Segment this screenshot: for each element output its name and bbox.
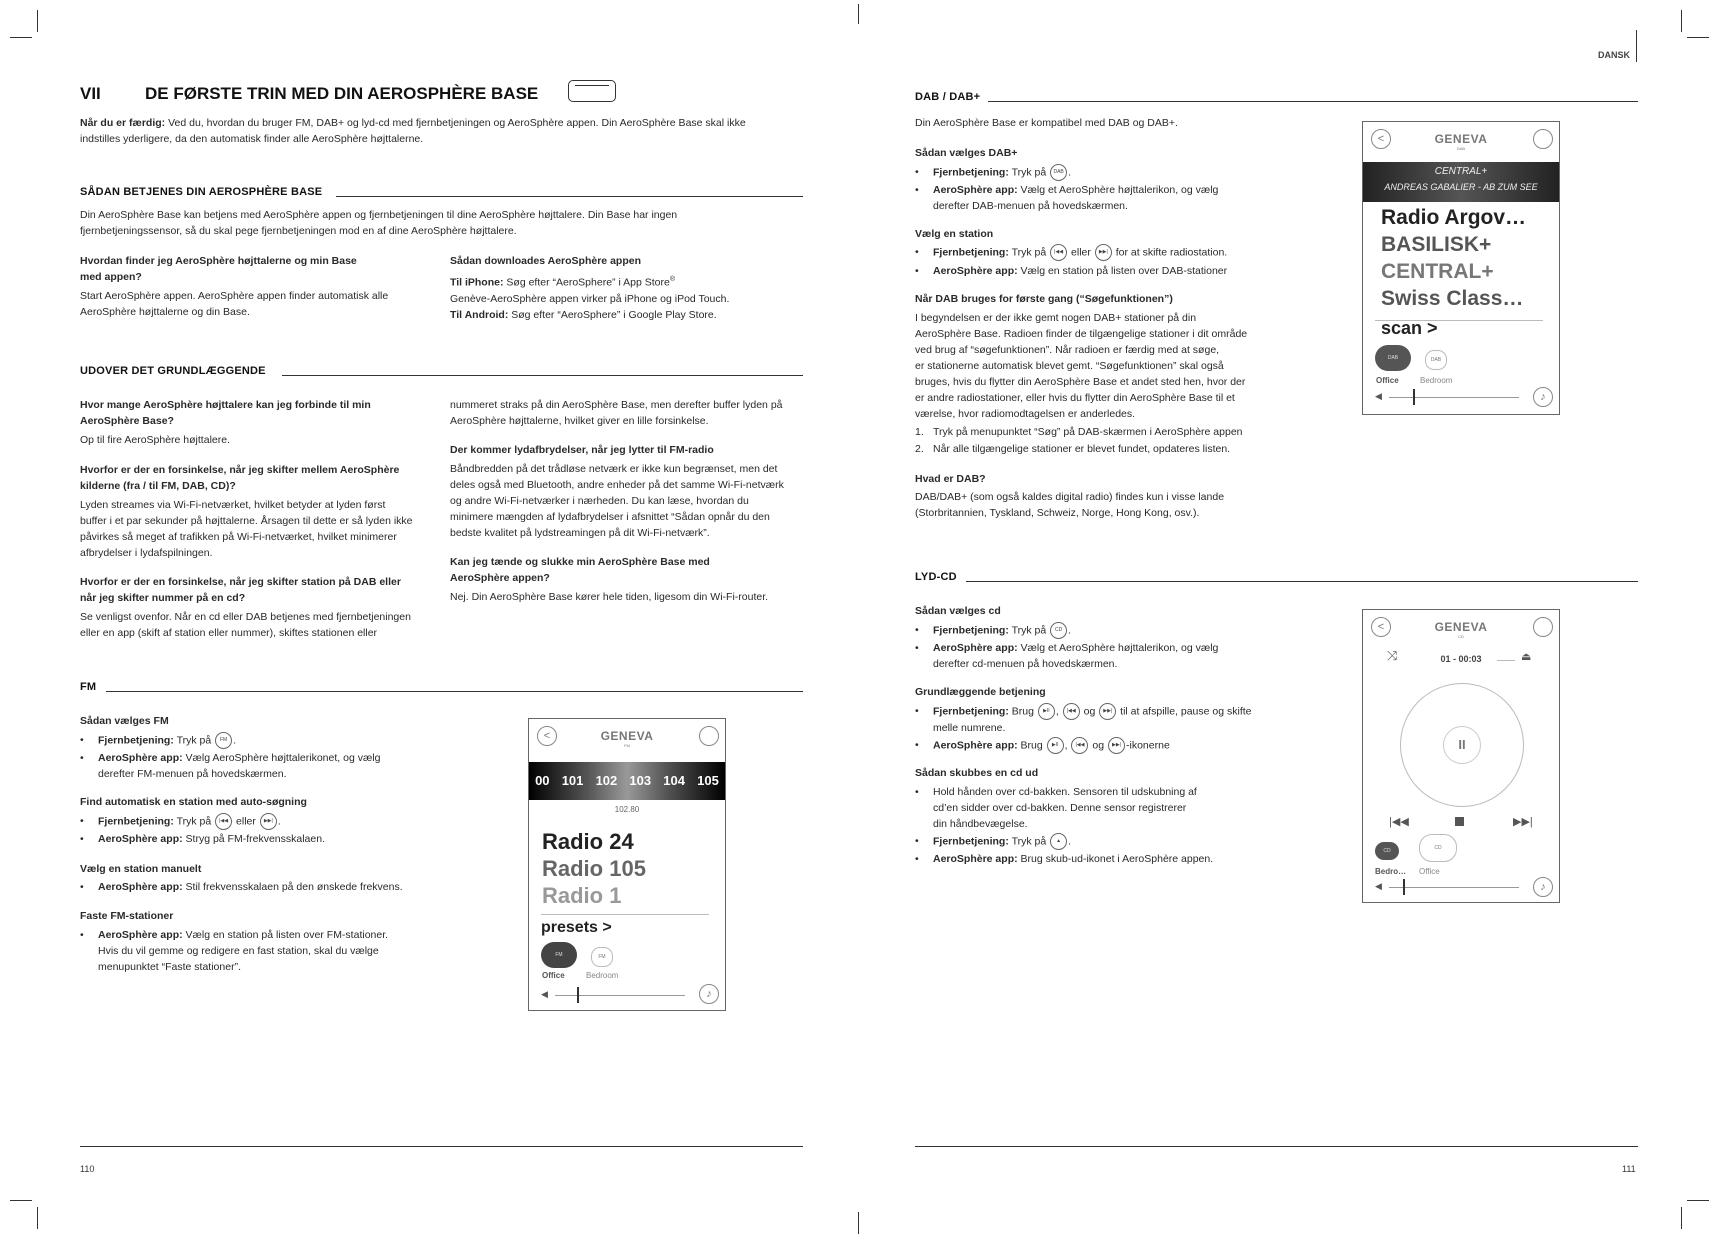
room-label: Office <box>1419 867 1440 876</box>
cd-heading: Grundlæggende betjening <box>915 686 1046 698</box>
section-title-operate: SÅDAN BETJENES DIN AEROSPHÈRE BASE <box>80 186 323 198</box>
volume-icon: ◀ <box>541 989 548 999</box>
station-item: Radio 105 <box>542 856 646 881</box>
music-icon: ♪ <box>1533 877 1553 897</box>
eject-key-icon: ▲ <box>1050 833 1067 850</box>
dab-paragraph: Din AeroSphère Base er kompatibel med DAB og DAB+. <box>915 117 1178 129</box>
crop-mark <box>37 10 38 32</box>
app-brand: GENEVA <box>1434 132 1488 146</box>
prev-key-icon: |◀◀ <box>1071 737 1088 754</box>
section-rule <box>336 196 803 197</box>
dab-step: 1. <box>915 426 924 438</box>
dab-bullet: • Fjernbetjening: Tryk på DAB . <box>933 164 1071 181</box>
next-key-icon: ▶▶| <box>1095 244 1112 261</box>
fm-bullet: • AeroSphère app: Stryg på FM-frekvensskalaen. <box>80 833 325 845</box>
faq-question: Kan jeg tænde og slukke min AeroSphère Base med AeroSphère appen? <box>450 556 710 584</box>
download-heading: Sådan downloades AeroSphère appen <box>450 255 641 267</box>
speaker-chip: DAB <box>1425 350 1447 370</box>
dab-heading: Hvad er DAB? <box>915 473 986 485</box>
crop-mark <box>1687 37 1709 38</box>
faq-answer: Lyden streames via Wi-Fi-netværket, hvilket betyder at lyden først buffer i et par sekunder på højttalerne. Årsagen til dette er så lyden ikke påvirkes så meget af trafikken på Wi-Fi-netværket, hvilket minimerer afbrydelser i lydafspilningen. <box>80 499 413 559</box>
crop-mark <box>1681 1207 1682 1229</box>
dab-step-text: Når alle tilgængelige stationer er blevet fundet, opdateres listen. <box>933 443 1231 455</box>
fm-frequency: 102.80 <box>614 805 640 814</box>
room-label: Office <box>1376 376 1399 385</box>
cd-key-icon: CD <box>1050 622 1067 639</box>
crop-mark <box>1687 1200 1709 1201</box>
section-title-fm: FM <box>80 681 97 693</box>
cd-bullet: • AeroSphère app: Brug ▶II , |◀◀ og ▶▶| -ikonerne <box>933 737 1170 754</box>
intro-paragraph: Når du er færdig: Ved du, hvordan du bruger FM, DAB+ og lyd-cd med fjernbetjeningen og AeroSphère appen. Din AeroSphère Base skal ikke indstilles yderligere, da den automatisk finder alle AeroSphère højttalerne. <box>80 117 746 145</box>
app-brand: GENEVA <box>1434 620 1488 634</box>
fm-bullet: • AeroSphère app: Vælg en station på listen over FM-stationer. Hvis du vil gemme og redigere en fast station, skal du vælge menupunktet “Faste stationer”. <box>80 929 389 973</box>
scale-label: 102 <box>595 773 618 788</box>
chapter-number: VII <box>80 84 101 103</box>
dab-heading: Vælg en station <box>915 228 994 240</box>
track-time: 00:03 <box>1458 654 1482 664</box>
fm-bullet: • AeroSphère app: Vælg AeroSphère højttalerikonet, og vælg derefter FM-menuen på hovedskærmen. <box>80 752 381 780</box>
music-icon: ♪ <box>699 984 719 1004</box>
track-readout: 01 - 00:03 <box>1440 654 1482 664</box>
fm-frequency-scale <box>529 762 725 800</box>
volume-thumb <box>1403 879 1405 895</box>
faq-question: Hvorfor er der en forsinkelse, når jeg skifter mellem AeroSphère kilderne (fra / til FM, DAB, CD)? <box>80 464 400 492</box>
chapter-title: DE FØRSTE TRIN MED DIN AEROSPHÈRE BASE <box>145 84 539 103</box>
prev-icon: |◀◀ <box>1389 816 1409 828</box>
dab-step: 2. <box>915 443 924 455</box>
crop-mark <box>1636 30 1637 62</box>
room-label: Bedro… <box>1375 867 1407 876</box>
speaker-chip-active: FM <box>541 942 577 968</box>
dab-info-banner <box>1363 162 1559 202</box>
prev-key-icon: |◀◀ <box>215 813 232 830</box>
section-title-beyond: UDOVER DET GRUNDLÆGGENDE <box>80 365 266 377</box>
volume-thumb <box>577 987 579 1003</box>
section-rule <box>106 691 803 692</box>
page-number: 110 <box>80 1164 95 1174</box>
station-item: CENTRAL+ <box>1381 260 1494 283</box>
eject-icon: ⏏ <box>1521 651 1532 663</box>
next-icon: ▶▶| <box>1513 816 1533 828</box>
fm-key-icon: FM <box>215 732 232 749</box>
dab-paragraph: I begyndelsen er der ikke gemt nogen DAB+ stationer på din AeroSphère Base. Radioen finder de tilgængelige stationer i dit område ved brug af “søgefunktionen”. Når radioen er færdig med at søge, er stationerne automatisk blevet gemt. “Søgefunktionen” skal også bruges, hvis du flytter din AeroSphère Base et andet sted hen, hvor der er andre radiostationer, eller hvis du flytter din AeroSphère Base til et værelse, hvor radiomodtagelsen er anderledes. <box>915 312 1248 420</box>
language-label: DANSK <box>1598 50 1631 60</box>
section-rule <box>966 581 1638 582</box>
cd-bullet: • Fjernbetjening: Tryk på CD . <box>933 622 1071 639</box>
faq-answer: Start AeroSphère appen. AeroSphère appen finder automatisk alle AeroSphère højttalerne og din Base. <box>80 290 389 318</box>
download-ios: Til iPhone: Søg efter “AeroSphere” i App Store® Genève-AeroSphère appen virker på iPhone og iPod Touch. <box>450 276 730 305</box>
footer-rule <box>915 1146 1638 1147</box>
play-pause-key-icon: ▶II <box>1038 703 1055 720</box>
faq-question: Hvordan finder jeg AeroSphère højttalerne og min Base med appen? <box>80 255 357 283</box>
faq-answer: Op til fire AeroSphère højttalere. <box>80 434 230 446</box>
prev-key-icon: |◀◀ <box>1050 244 1067 261</box>
section-title-dab: DAB / DAB+ <box>915 91 981 103</box>
app-mode: FM <box>624 743 630 748</box>
dab-bullet: • AeroSphère app: Vælg et AeroSphère højttalerikon, og vælg derefter DAB-menuen på hovedskærmen. <box>915 184 1219 212</box>
volume-icon: ◀ <box>1375 881 1382 891</box>
volume-icon: ◀ <box>1375 391 1382 401</box>
scale-label: 105 <box>697 773 719 788</box>
dab-step-text: Tryk på menupunktet “Søg” på DAB-skærmen i AeroSphère appen <box>933 426 1243 438</box>
cd-bullet: • AeroSphère app: Vælg et AeroSphère højttalerikon, og vælg derefter cd-menuen på hovedskærmen. <box>915 642 1219 670</box>
next-key-icon: ▶▶| <box>1099 703 1116 720</box>
dab-key-icon: DAB <box>1050 164 1067 181</box>
crop-mark <box>37 1207 38 1229</box>
dab-heading: Sådan vælges DAB+ <box>915 147 1018 159</box>
cd-heading: Sådan skubbes en cd ud <box>915 767 1039 779</box>
scale-label: 104 <box>663 773 685 788</box>
next-key-icon: ▶▶| <box>1108 737 1125 754</box>
faq-question: Hvor mange AeroSphère højttalere kan jeg forbinde til min AeroSphère Base? <box>80 399 371 427</box>
faq-answer: Se venligst ovenfor. Når en cd eller DAB betjenes med fjernbetjeningen eller en app (skift af station eller nummer), skiftes stationen eller <box>80 611 411 639</box>
back-icon: < <box>1371 617 1391 637</box>
dab-paragraph: DAB/DAB+ (som også kaldes digital radio) findes kun i visse lande (Storbritannien, Tyskland, Schweiz, Norge, Hong Kong, osv.). <box>915 491 1225 519</box>
operate-paragraph: Din AeroSphère Base kan betjens med AeroSphère appen og fjernbetjeningen til dine AeroSphère højttalere. Din Base har ingen fjernbetjeningssensor, så du skal pege fjernbetjeningen mod en af dine AeroSphère højttalere. <box>80 209 678 237</box>
section-rule <box>282 375 803 376</box>
dab-bullet: • AeroSphère app: Vælg en station på listen over DAB-stationer <box>915 265 1228 277</box>
cd-heading: Sådan vælges cd <box>915 605 1001 617</box>
fm-heading: Vælg en station manuelt <box>80 863 202 875</box>
download-android: Til Android: Søg efter “AeroSphere” i Google Play Store. <box>450 309 717 321</box>
fm-heading: Sådan vælges FM <box>80 715 169 727</box>
track-number: 01 <box>1440 654 1451 664</box>
divider <box>541 914 709 915</box>
prev-key-icon: |◀◀ <box>1063 703 1080 720</box>
cd-app-screenshot <box>1362 609 1560 903</box>
pause-button: II <box>1443 726 1481 764</box>
room-label: Bedroom <box>1420 376 1453 385</box>
dab-heading: Når DAB bruges for første gang (“Søgefunktionen”) <box>915 293 1173 305</box>
fm-heading: Faste FM-stationer <box>80 910 174 922</box>
crop-mark <box>858 4 859 24</box>
volume-slider <box>1389 887 1519 888</box>
scale-label: 101 <box>561 773 584 788</box>
scale-label: 00 <box>535 773 550 788</box>
speaker-chip: FM <box>591 947 613 967</box>
back-icon: < <box>1371 129 1391 149</box>
faq-question: Hvorfor er der en forsinkelse, når jeg skifter station på DAB eller når jeg skifter nummer på en cd? <box>80 576 401 604</box>
fm-app-screenshot <box>528 718 726 1011</box>
faq-answer: Båndbredden på det trådløse netværk er ikke kun begrænset, men det deles også med Bluetooth, andre enheder på det samme Wi-Fi-netværk og andre Wi-Fi-netværker i nærheden. Du kan læse, hvordan du minimere mængden af lydafbrydelser i afsnittet “Sådan opnår du den bedste kvalitet på lydstreamingen på dit Wi-Fi-netværk”. <box>450 463 784 539</box>
device-icon <box>568 80 616 102</box>
dab-channel: CENTRAL+ <box>1434 166 1488 177</box>
app-brand: GENEVA <box>600 729 654 743</box>
play-pause-key-icon: ▶II <box>1047 737 1064 754</box>
speaker-chip-active: CD <box>1375 842 1399 860</box>
footer-rule <box>80 1146 803 1147</box>
page-number: 111 <box>1622 1164 1636 1174</box>
fm-bullet: • AeroSphère app: Stil frekvensskalaen på den ønskede frekvens. <box>80 881 403 893</box>
faq-question: Der kommer lydafbrydelser, når jeg lytter til FM-radio <box>450 444 714 456</box>
volume-slider <box>555 995 685 996</box>
shuffle-icon: ⤨ <box>1387 648 1398 663</box>
next-key-icon: ▶▶| <box>260 813 277 830</box>
station-item: Radio Argov… <box>1381 206 1527 229</box>
station-item: Radio 1 <box>542 883 622 908</box>
dab-app-screenshot <box>1362 121 1560 415</box>
faq-answer-continued: nummeret straks på din AeroSphère Base, men derefter buffer lyden på AeroSphère højttalerne, hvilket giver en lille forsinkelse. <box>450 399 783 427</box>
volume-slider <box>1389 397 1519 398</box>
app-mode: CD <box>1458 634 1464 639</box>
crop-mark <box>858 1212 859 1234</box>
fm-bullet: • Fjernbetjening: Tryk på |◀◀ eller ▶▶| . <box>98 813 281 830</box>
fm-heading: Find automatisk en station med auto-søgning <box>80 796 307 808</box>
cd-bullet: • Hold hånden over cd-bakken. Sensoren til udskubning af cd’en sidder over cd-bakken. Denne sensor registrerer din håndbevægelse. <box>915 786 1197 830</box>
speaker-chip-active: DAB <box>1375 345 1411 371</box>
section-title-cd: LYD-CD <box>915 571 957 583</box>
cd-bullet: • Fjernbetjening: Tryk på ▲ . <box>933 833 1071 850</box>
section-rule <box>988 101 1638 102</box>
back-icon: < <box>537 726 557 746</box>
crop-mark <box>10 37 32 38</box>
scale-label: 103 <box>629 773 652 788</box>
cd-bullet: • AeroSphère app: Brug skub-ud-ikonet i AeroSphère appen. <box>915 853 1214 865</box>
speaker-chip: CD <box>1419 834 1457 862</box>
settings-icon <box>1533 617 1553 637</box>
station-item: BASILISK+ <box>1381 233 1492 256</box>
stop-icon <box>1455 817 1464 826</box>
crop-mark <box>10 1200 32 1201</box>
fm-bullet: • Fjernbetjening: Tryk på FM . <box>98 732 236 749</box>
room-label: Bedroom <box>586 971 619 980</box>
room-label: Office <box>542 971 565 980</box>
scan-link: scan > <box>1381 318 1438 338</box>
app-mode: DAB <box>1456 146 1466 151</box>
volume-thumb <box>1413 389 1415 405</box>
settings-icon <box>1533 129 1553 149</box>
cd-bullet: • Fjernbetjening: Brug ▶II , |◀◀ og ▶▶| til at afspille, pause og skifte melle numrene. <box>915 705 1252 734</box>
music-icon: ♪ <box>1533 387 1553 407</box>
settings-icon <box>699 726 719 746</box>
crop-mark <box>1681 10 1682 32</box>
station-item: Radio 24 <box>542 829 634 854</box>
progress-line <box>1497 660 1515 661</box>
presets-link: presets > <box>541 919 612 936</box>
dab-now-playing: ANDREAS GABALIER - AB ZUM SEE <box>1384 182 1538 192</box>
station-item: Swiss Class… <box>1381 287 1524 310</box>
dab-bullet: • Fjernbetjening: Tryk på |◀◀ eller ▶▶| for at skifte radiostation. <box>933 244 1227 261</box>
faq-answer: Nej. Din AeroSphère Base kører hele tiden, ligesom din Wi-Fi-router. <box>450 591 769 603</box>
